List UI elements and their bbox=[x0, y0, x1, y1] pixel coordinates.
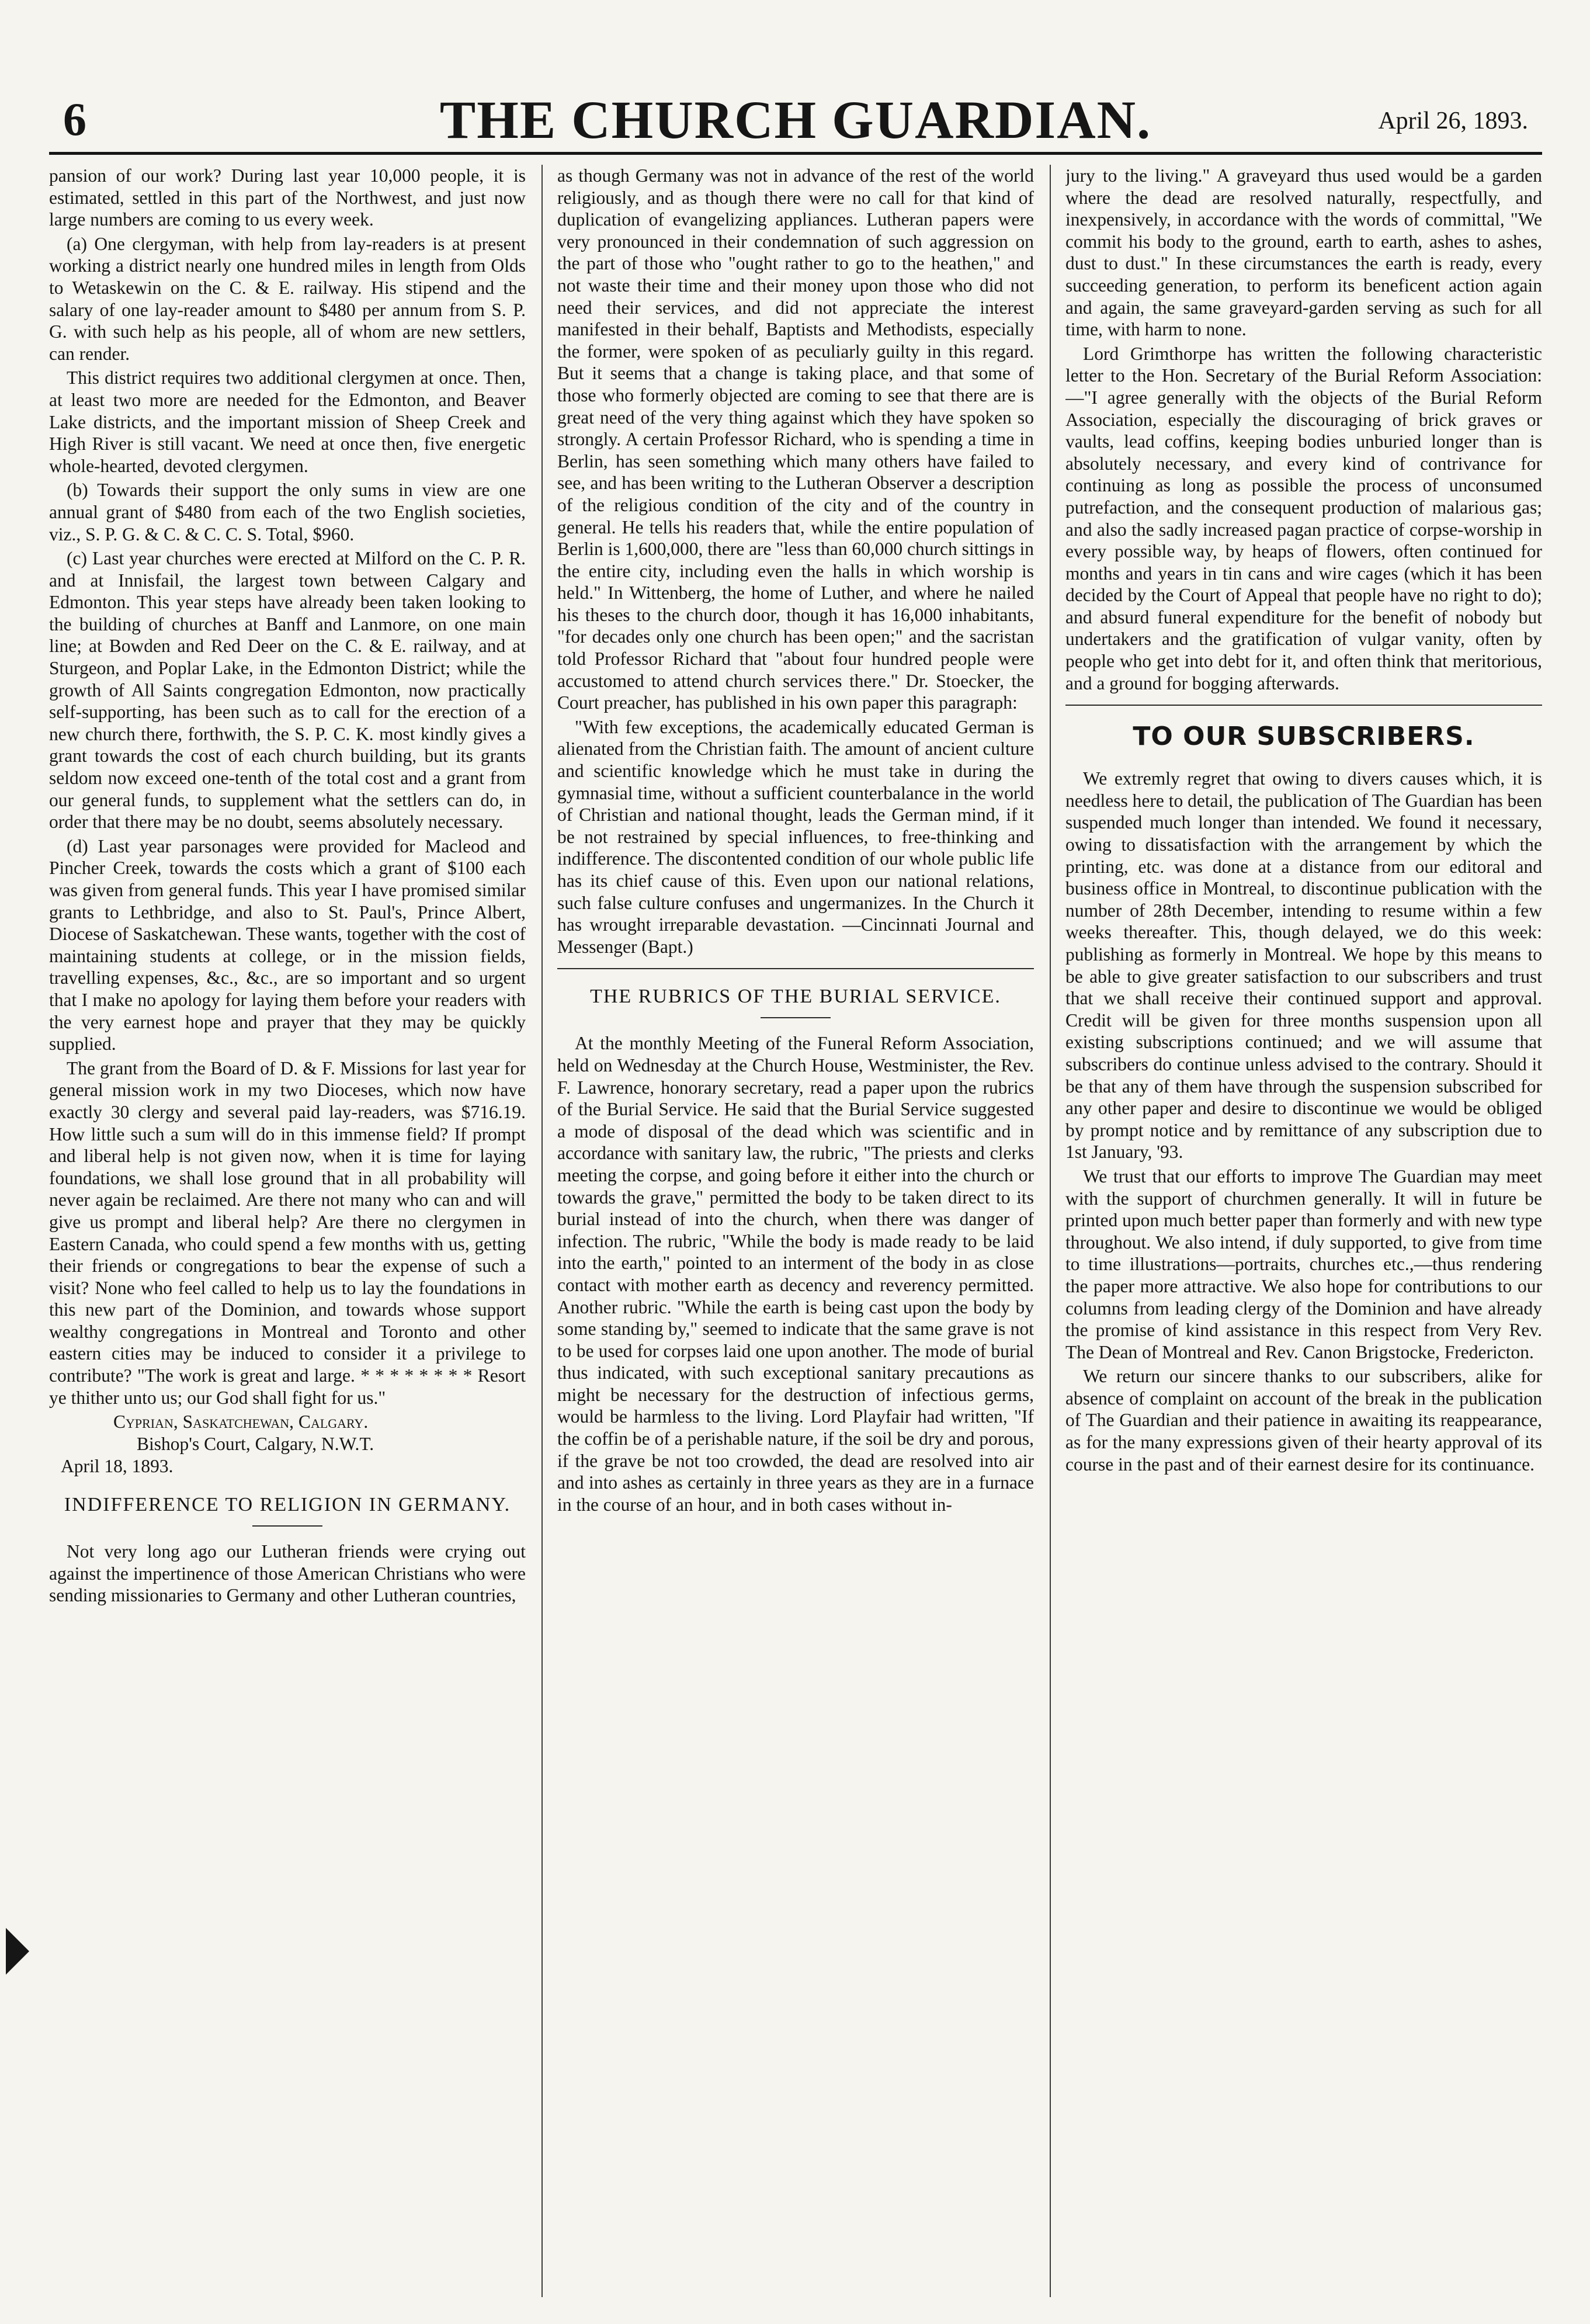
paragraph: At the monthly Meeting of the Funeral Reform Association, held on Wednesday at the Church House, Westminister, the Rev. F. Lawrence, honorary secretary, read a paper upon the rubrics of the Burial Service. He said that the Burial Service suggested a mode of disposal of the dead which was scientific and in accordance with sanitary law, the rubric, "The priests and clerks meeting the corpse, and going before it either into the church or towards the grave," permitted the body to be taken direct to its burial instead of into the church, when there was danger of infection. The rubric, "While the body is made ready to be laid into the earth," pointed to an interment of the body in as close contact with mother earth as decency and reverency permitted. Another rubric. "While the earth is being cast upon the body by some standing by," seemed to indicate that the same grave is not to be used for corpses laid one upon another. The mode of burial thus indicated, with such exceptional sanitary precautions as might be necessary for the destruction of infectious germs, would be harmless to the living. Lord Playfair had written, "If the coffin be of a perishable nature, if the soil be dry and porous, if the grave be not too crowded, the dead are resolved into air and into ashes as certainly in three years as they are in a furnace in the course of an hour, and in both cases without in- bbox=[557, 1033, 1034, 1515]
paragraph: as though Germany was not in advance of the rest of the world religiously, and as though there were no call for that kind of duplication of evangelizing appliances. Lutheran papers were very pronounced in their condemnation of such aggression on the part of those who "ought rather to go to the heathen," and not waste their time and their money upon those who did not need their services, and did not appreciate the interest manifested in their behalf, Baptists and Methodists, especially the former, were spoken of as peculiarly guilty in this regard. But it seems that a change is taking place, and that some of those who formerly objected are coming to see that there are is great need of the very thing against which they have spoken so strongly. A certain Professor Richard, who is spending a time in Berlin, has seen something which many others have failed to see, and has been writing to the Lutheran Observer a description of the religious condition of the city and of the country in general. He tells his readers that, while the entire population of Berlin is 1,600,000, there are "less than 60,000 church sittings in the entire city, including even the halls in which worship is held." In Wittenberg, the home of Luther, and where he nailed his theses to the church door, though it has 16,000 inhabitants, "for decades only one church has been open;" and the sacristan told Professor Richard that "about four hundred people were accustomed to attend church services there." Dr. Stoecker, the Court preacher, has published in his own paper this paragraph: bbox=[557, 165, 1034, 713]
newspaper-title: THE CHURCH GUARDIAN. bbox=[439, 90, 1152, 150]
paragraph: jury to the living." A graveyard thus used would be a garden where the dead are resolved naturally, respectfully, and inexpensively, in accordance with the words of committal, "We commit his body to the ground, earth to earth, ashes to ashes, dust to dust." In these circumstances the earth is ready, every succeeding generation, to perform its beneficent action again and again, the same graveyard-garden serving as such for all time, with harm to none. bbox=[1065, 165, 1542, 340]
paragraph: Not very long ago our Lutheran friends were crying out against the impertinence of those American Christians who were sending missionaries to Germany and other Lutheran countries, bbox=[49, 1541, 526, 1606]
article-heading-subscribers: TO OUR SUBSCRIBERS. bbox=[1133, 722, 1475, 752]
paragraph: (d) Last year parsonages were provided for Macleod and Pincher Creek, towards the costs which a grant of $100 each was given from general funds. This year I have promised similar grants to Lethbridge, and also to St. Paul's, Prince Albert, Diocese of Saskatchewan. These wants, together with the cost of maintaining students at college, or in the mission fields, travelling expenses, &c., &c., are so important and so urgent that I make no apology for laying them before your readers with the very earnest hope and prayer that they may be quickly supplied. bbox=[49, 835, 526, 1055]
article-divider bbox=[557, 968, 1034, 969]
column-rule bbox=[541, 165, 543, 2297]
paragraph: (a) One clergyman, with help from lay-readers is at present working a district nearly one hundred miles in length from Olds to Wetaskewin on the C. & E. railway. His stipend and the salary of one lay-reader amount to $480 per annum from S. P. G. with such help as his people, all of whom are new settlers, can render. bbox=[49, 233, 526, 364]
paragraph: Lord Grimthorpe has written the following characteristic letter to the Hon. Secretary of the Burial Reform Association:—"I agree generally with the objects of the Burial Reform Association, especially the discouraging of brick graves or vaults, lead coffins, keeping bodies unburied longer than is absolutely necessary, and every kind of contrivance for continuing as long as possible the process of unconsumed putrefaction, and the consequent production of malarious gas; and also the sadly increased pagan practice of corpse-worship in every possible way, by heaps of flowers, often continued for months and years in tin cans and wire cages (which it has been decided by the Court of Appeal that people have no right to do); and absurd funeral expenditure for the benefit of nobody but undertakers and the gratification of vulgar vanity, often by people who get into debt for it, and often think that meritorious, and a ground for bogging afterwards. bbox=[1065, 343, 1542, 693]
heading-rule bbox=[761, 1017, 831, 1018]
column-1 bbox=[49, 165, 526, 2303]
issue-date: April 26, 1893. bbox=[1378, 107, 1528, 134]
column-rule bbox=[1050, 165, 1051, 2297]
paragraph: We trust that our efforts to improve The Guardian may meet with the support of churchmen generally. It will in future be printed upon much better paper than formerly and with new type throughout. We also intend, if duly supported, to give from time to time illustrations—portraits, churches etc.,—thus rendering the paper more attractive. We also hope for contributions to our columns from leading clergy of the Dominion and have already the promise of kind assistance in this respect from Very Rev. The Dean of Montreal and Rev. Canon Brigstocke, Fredericton. bbox=[1065, 1166, 1542, 1362]
article-heading-rubrics: THE RUBRICS OF THE BURIAL SERVICE. bbox=[590, 986, 1001, 1008]
paragraph: We return our sincere thanks to our subscribers, alike for absence of complaint on account of the break in the publication of The Guardian and their patience in awaiting its reappearance, as for the many expressions given of their hearty approval of its course in the past and of their earnest desire for its continuance. bbox=[1065, 1366, 1542, 1475]
article-divider bbox=[1065, 705, 1542, 706]
paragraph: This district requires two additional clergymen at once. Then, at least two more are needed for the Edmonton, and Beaver Lake districts, and the important mission of Sheep Creek and High River is still vacant. We need at once then, five energetic whole-hearted, devoted clergymen. bbox=[49, 367, 526, 476]
article-heading-indifference: INDIFFERENCE TO RELIGION IN GERMANY. bbox=[64, 1494, 511, 1516]
masthead bbox=[49, 88, 1542, 155]
column-3 bbox=[1065, 165, 1542, 2303]
signature-date: April 18, 1893. bbox=[61, 1456, 173, 1477]
columns bbox=[49, 165, 1542, 2303]
paragraph: (c) Last year churches were erected at Milford on the C. P. R. and at Innisfail, the largest town between Calgary and Edmonton. This year steps have already been taken looking to the building of churches at Banff and Lanmore, on one main line; at Bowden and Red Deer on the C. & E. railway, and at Sturgeon, and Poplar Lake, in the Edmonton District; while the growth of All Saints congregation Edmonton, now practically self-supporting, has been such as to call for the erection of a new church there, forthwith, the S. P. C. K. most kindly gives a grant towards the cost of each church building, but its grants seldom now exceed one-tenth of the total cost and a grant from our general funds, to supplement what the settlers can do, in order that there may be no doubt, seems absolutely necessary. bbox=[49, 548, 526, 833]
heading-rule bbox=[252, 1525, 322, 1527]
paragraph: We extremly regret that owing to divers causes which, it is needless here to detail, the publication of The Guardian has been suspended much longer than intended. We found it necessary, owing to dissatisfaction with the arrangement by which the printing, etc. was done at a distance from our editoral and business office in Montreal, to discontinue publication with the number of 28th December, intending to resume within a few weeks thereafter. This, though delayed, we do this week: publishing as formerly in Montreal. We hope by this means to be able to give greater satisfaction to our subscribers and trust that we shall receive their continued support and approval. Credit will be given for three months suspension upon all existing subscriptions continued; and we will assume that subscribers do continue unless advised to the contrary. Should it be that any of them have through the suspension subscribed for any other paper and desire to discontinue we would be obliged by prompt notice and by remittance of any subscription due to 1st January, '93. bbox=[1065, 768, 1542, 1163]
paragraph: "With few exceptions, the academically educated German is alienated from the Christian faith. The amount of ancient culture and scientific knowledge which he must take in during the gymnasial time, without a sufficient counterbalance in the world of Christian and national thought, leads the German mind, if it be not restrained by special influences, to free-thinking and indifference. The discontented condition of our whole public life has its chief cause of this. Even upon our national relations, such false culture confuses and ungermanizes. In the Church it has wrought irreparable devastation. —Cincinnati Journal and Messenger (Bapt.) bbox=[557, 716, 1034, 957]
paragraph: The grant from the Board of D. & F. Missions for last year for general mission work in my two Dioceses, which now have exactly 30 clergy and several paid lay-readers, was $716.19. How little such a sum will do in this immense field? If prompt and liberal help is not given now, when it is time for laying foundations, we shall lose ground that in all probability will never again be reclaimed. Are there not many who can and will give us prompt and liberal help? Are there no clergymen in Eastern Canada, who could spend a few months with us, getting their friends or congregations to bear the expense of such a visit? None who feel called to help us to lay the foundations in this new part of the Dominion, and towards whose support wealthy congregations in Montreal and Toronto and other eastern cities may be induced to consider it a privilege to contribute? "The work is great and large. * * * * * * * * Resort ye thither unto us; our God shall fight for us." bbox=[49, 1057, 526, 1408]
paragraph: (b) Towards their support the only sums in view are one annual grant of $480 from each of the two English societies, viz., S. P. G. & C. & C. C. S. Total, $960. bbox=[49, 480, 526, 544]
paragraph: pansion of our work? During last year 10,000 people, it is estimated, settled in this part of the Northwest, and just now large numbers are coming to us every week. bbox=[49, 165, 526, 230]
signature-name: Cyprian, Saskatchewan, Calgary. bbox=[113, 1411, 369, 1432]
page-number: 6 bbox=[63, 94, 86, 145]
column-2 bbox=[557, 165, 1034, 2303]
signature-place: Bishop's Court, Calgary, N.W.T. bbox=[137, 1434, 374, 1455]
margin-mark-icon bbox=[6, 1928, 29, 1975]
